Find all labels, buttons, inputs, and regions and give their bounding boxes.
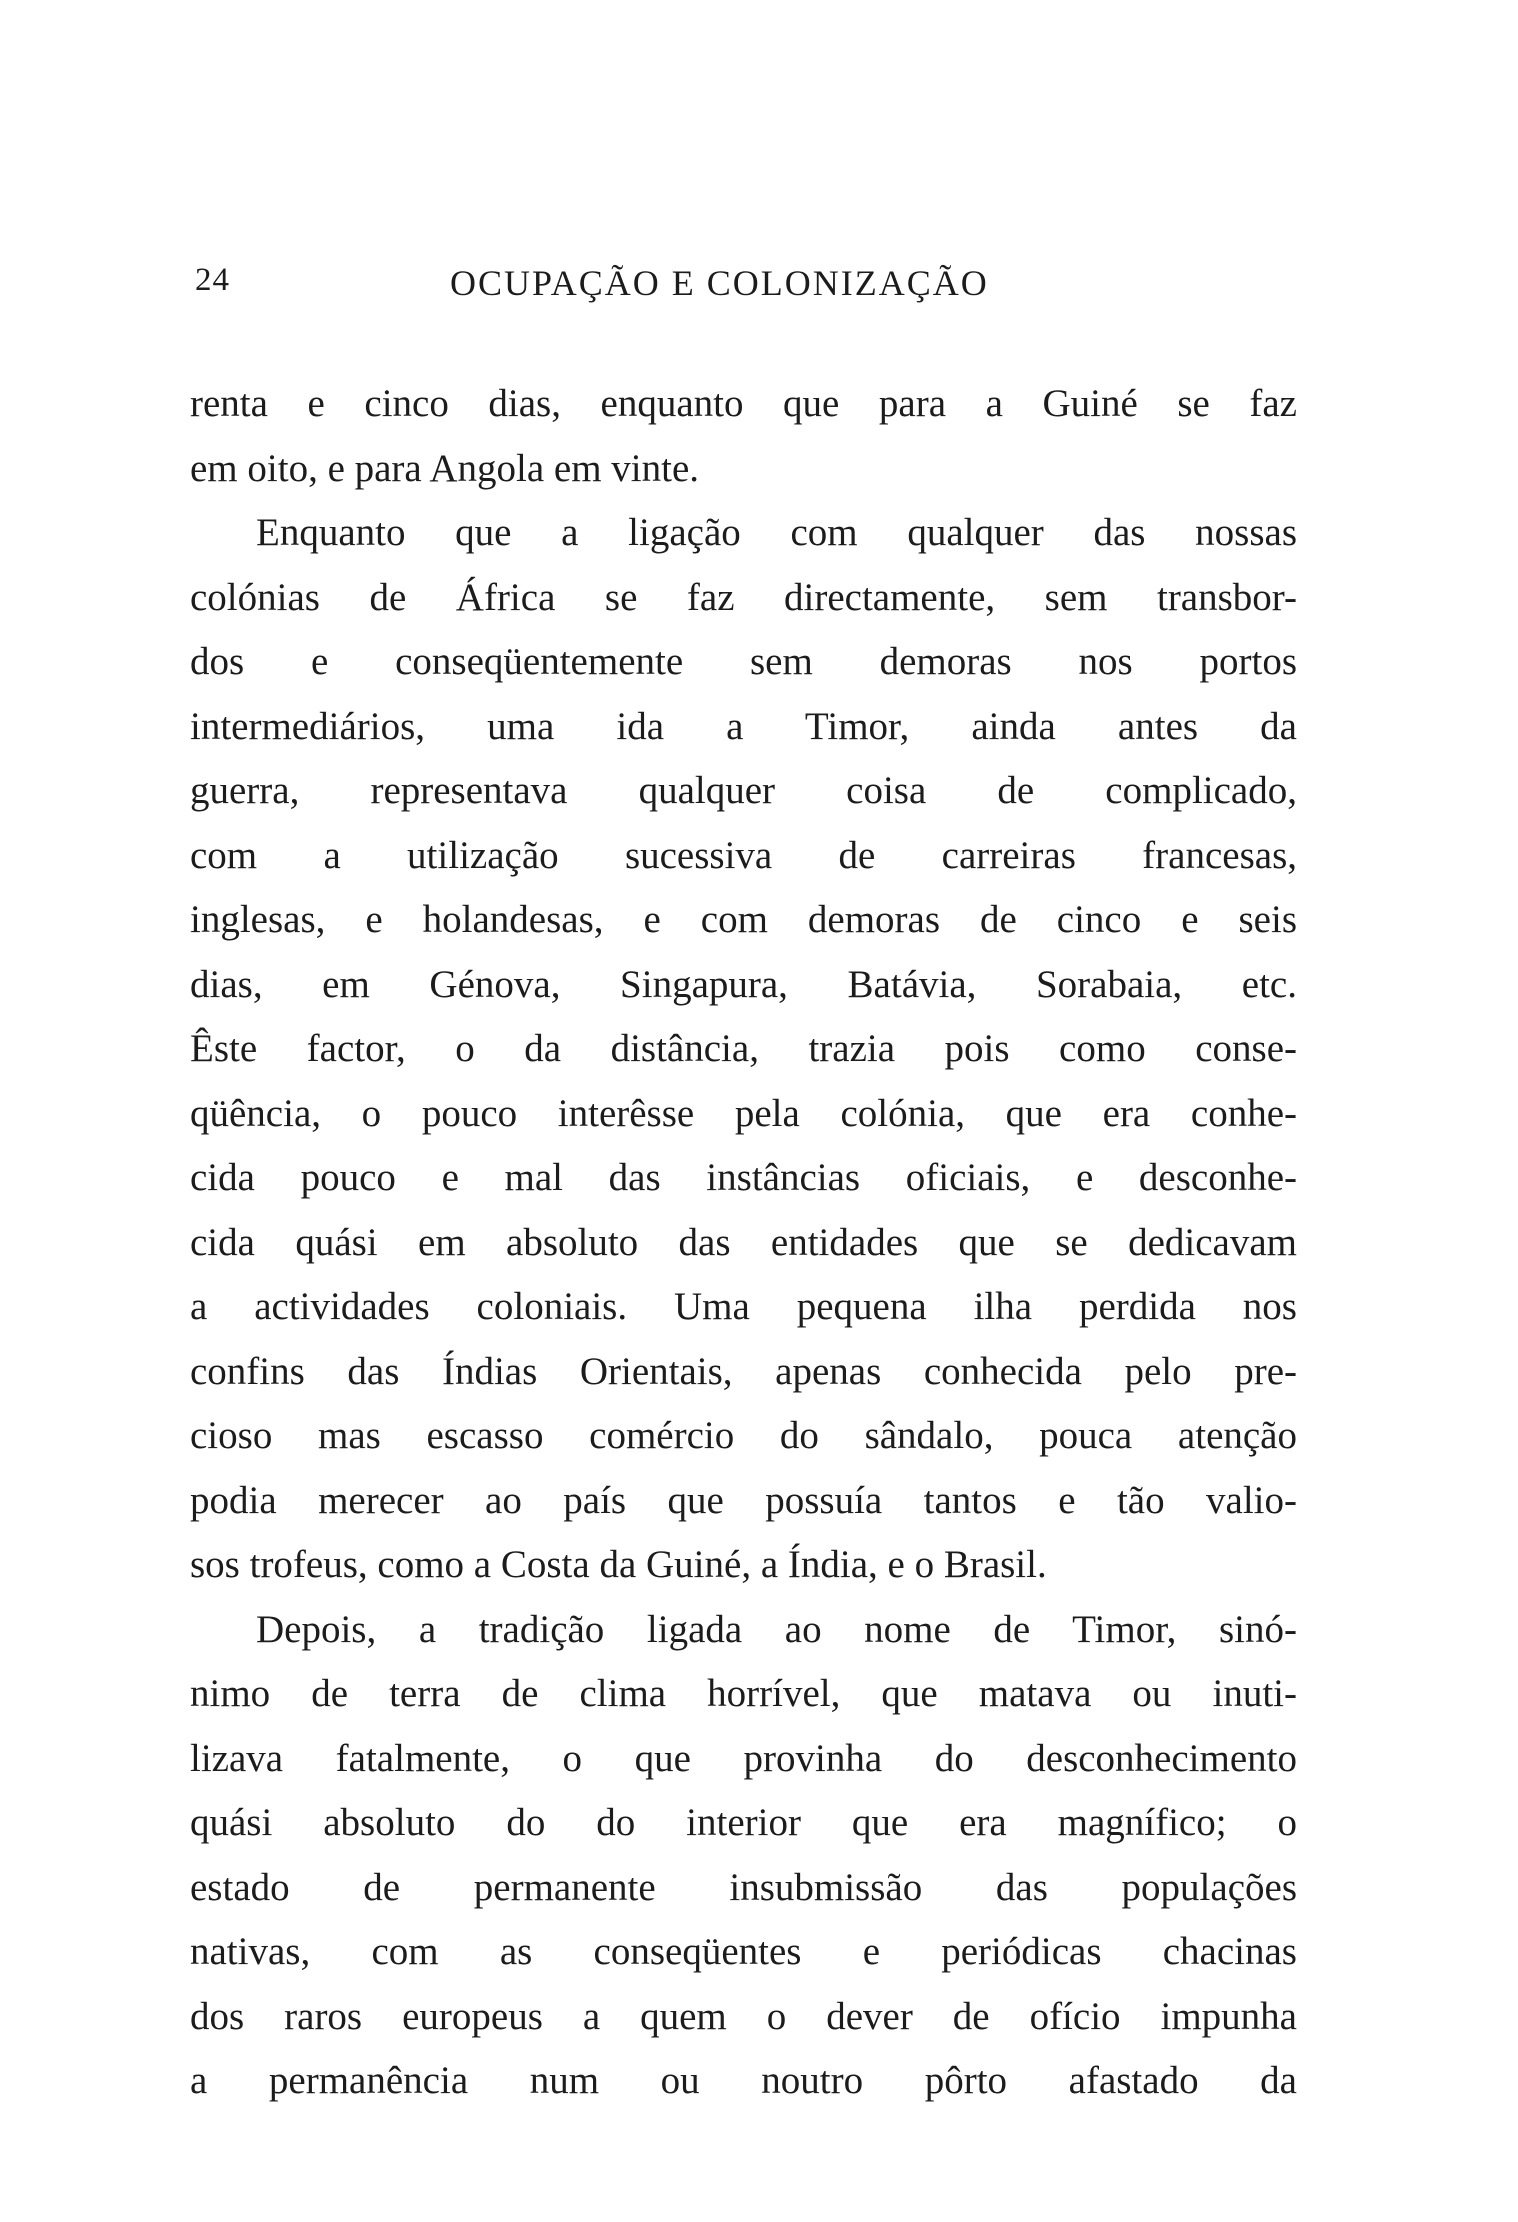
text-line: nativas, com as conseqüentes e periódicas chacinas xyxy=(190,1930,1297,1973)
text-line: cida quási em absoluto das entidades que se dedicavam xyxy=(190,1220,1297,1264)
text-line: dos e conseqüentemente sem demoras nos portos xyxy=(190,640,1297,683)
running-title: OCUPAÇÃO E COLONIZAÇÃO xyxy=(450,263,989,303)
text-line: lizava fatalmente, o que provinha do desconhecimento xyxy=(190,1736,1297,1780)
text-line: podia merecer ao país que possuía tantos e tão valio- xyxy=(190,1478,1297,1522)
text-line: guerra, representava qualquer coisa de complicado, xyxy=(190,769,1297,812)
text-line: a permanência num ou noutro pôrto afastado da xyxy=(190,2059,1297,2102)
text-line: intermediários, uma ida a Timor, ainda antes da xyxy=(190,704,1297,748)
text-line: nimo de terra de clima horrível, que matava ou inuti- xyxy=(190,1672,1297,1715)
body-text xyxy=(190,372,1297,2114)
text-line: sos trofeus, como a Costa da Guiné, a Índia, e o Brasil. xyxy=(190,1543,1047,1586)
text-line: inglesas, e holandesas, e com demoras de cinco e seis xyxy=(190,898,1297,941)
text-line: cida pouco e mal das instâncias oficiais, e desconhe- xyxy=(190,1156,1297,1199)
page-number: 24 xyxy=(195,262,230,298)
text-line: dias, em Génova, Singapura, Batávia, Sorabaia, etc. xyxy=(190,962,1297,1006)
running-head xyxy=(195,262,1295,312)
text-line: a actividades coloniais. Uma pequena ilha perdida nos xyxy=(190,1285,1297,1328)
text-line: quási absoluto do do interior que era magnífico; o xyxy=(190,1801,1297,1844)
text-line: qüência, o pouco interêsse pela colónia, que era conhe- xyxy=(190,1091,1297,1135)
text-line: Êste factor, o da distância, trazia pois como conse- xyxy=(190,1027,1297,1070)
text-line: com a utilização sucessiva de carreiras francesas, xyxy=(190,833,1297,877)
text-line: confins das Índias Orientais, apenas conhecida pelo pre- xyxy=(190,1349,1297,1393)
text-line: cioso mas escasso comércio do sândalo, pouca atenção xyxy=(190,1414,1297,1457)
text-line: Enquanto que a ligação com qualquer das nossas xyxy=(256,511,1297,554)
text-line: estado de permanente insubmissão das populações xyxy=(190,1865,1297,1909)
text-line: em oito, e para Angola em vinte. xyxy=(190,446,700,490)
text-line: renta e cinco dias, enquanto que para a Guiné se faz xyxy=(190,382,1297,425)
text-line: Depois, a tradição ligada ao nome de Timor, sinó- xyxy=(256,1607,1297,1651)
text-line: colónias de África se faz directamente, sem transbor- xyxy=(190,575,1297,619)
text-line: dos raros europeus a quem o dever de ofício impunha xyxy=(190,1994,1297,2038)
